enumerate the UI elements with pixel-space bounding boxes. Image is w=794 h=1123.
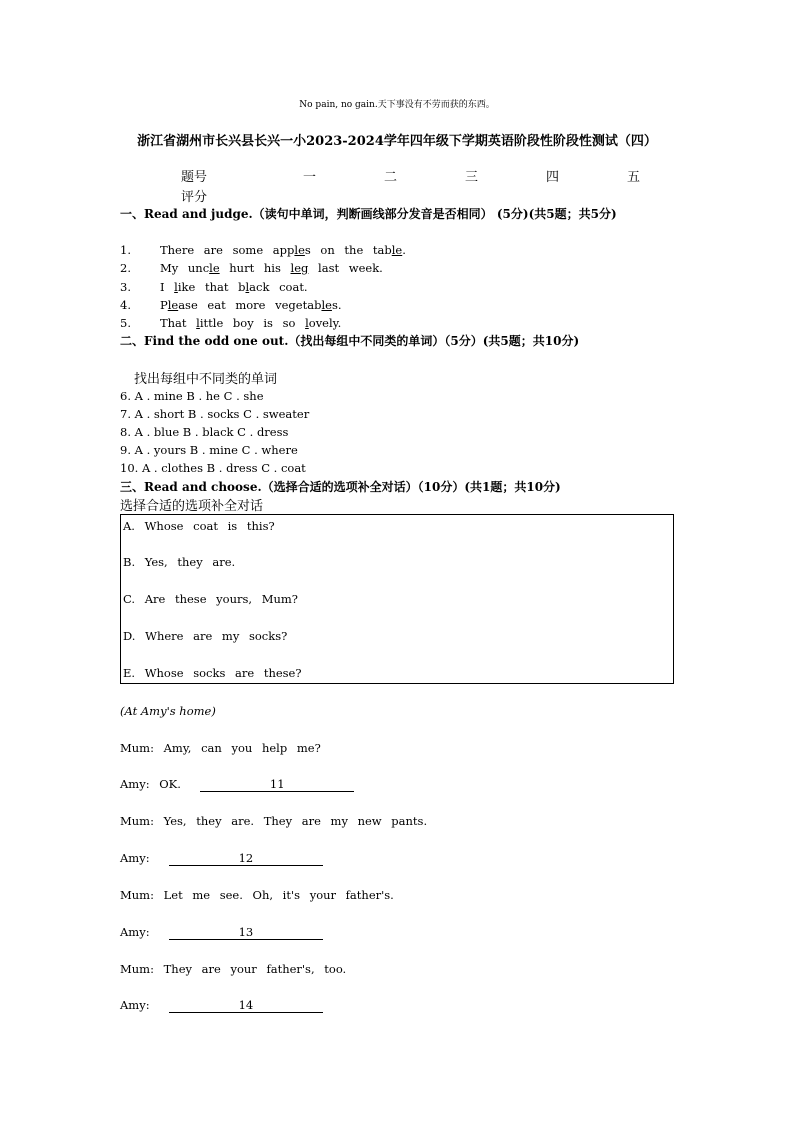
score-header-label: 题号 — [181, 170, 208, 185]
item-text: ittle boy is so — [199, 316, 306, 330]
item-number: 5. — [120, 316, 131, 330]
item-text: P — [159, 298, 168, 312]
speaker: Amy: — [120, 777, 150, 791]
underlined-part: le — [391, 243, 403, 257]
speaker: Mum: — [120, 814, 154, 828]
speaker: Mum: — [120, 741, 154, 755]
dialogue-line-7 — [120, 962, 346, 976]
item-text: ike that b — [177, 280, 246, 294]
underlined-part: le — [209, 261, 220, 275]
underlined-part: l — [174, 280, 178, 294]
underlined-part: l — [196, 316, 200, 330]
dialogue-line-8 — [120, 998, 323, 1013]
options-box — [120, 514, 674, 684]
item-text: last week. — [308, 261, 383, 275]
item-number: 4. — [120, 298, 131, 312]
dialogue-text: Let me see. Oh, it's your father's. — [163, 888, 394, 902]
item-text: hurt his — [219, 261, 291, 275]
underlined-part: le — [167, 298, 179, 312]
section2-item-9: 9. A . yours B . mine C . where — [120, 443, 298, 457]
section1-item-5 — [120, 316, 341, 330]
section2-item-10: 10. A . clothes B . dress C . coat — [120, 461, 306, 475]
dialogue-line-2 — [120, 777, 354, 792]
item-text: . — [402, 243, 406, 257]
section1-item-3 — [120, 280, 308, 294]
item-text: I — [159, 280, 175, 294]
dialogue-line-3 — [120, 814, 427, 828]
section3-subheading: 选择合适的选项补全对话 — [120, 499, 264, 514]
speaker: Mum: — [120, 888, 154, 902]
underlined-part: le — [321, 298, 332, 312]
item-text: ase eat more vegetab — [178, 298, 322, 312]
item-text: There are some app — [159, 243, 295, 257]
score-header-5: 五 — [627, 170, 641, 185]
item-number: 1. — [120, 243, 131, 257]
score-header-1: 一 — [303, 170, 317, 185]
underlined-part: l — [245, 280, 250, 294]
answer-blank-14[interactable]: 14 — [169, 998, 323, 1013]
section1-item-1 — [120, 243, 406, 257]
dialogue-text: OK. — [159, 777, 181, 791]
option-b: B. Yes, they are. — [123, 555, 236, 569]
score-header-2: 二 — [384, 170, 398, 185]
speaker: Amy: — [120, 925, 150, 939]
dialogue-line-1 — [120, 741, 321, 755]
dialogue-line-4 — [120, 851, 323, 866]
dialogue-line-5 — [120, 888, 394, 902]
speaker: Amy: — [120, 851, 150, 865]
option-a: A. Whose coat is this? — [123, 519, 275, 533]
dialogue-scene: (At Amy's home) — [120, 704, 216, 718]
section1-item-2 — [120, 261, 383, 275]
underlined-part: l — [305, 316, 309, 330]
section2-item-6: 6. A . mine B . he C . she — [120, 389, 264, 403]
speaker: Mum: — [120, 962, 154, 976]
score-header-4: 四 — [546, 170, 560, 185]
item-number: 3. — [120, 280, 131, 294]
item-text: s. — [331, 298, 342, 312]
score-header-3: 三 — [465, 170, 479, 185]
section3-heading: 三、Read and choose.（选择合适的选项补全对话）（10分）(共1题；共10分) — [120, 480, 561, 494]
option-c: C. Are these yours, Mum? — [123, 592, 298, 606]
underlined-part: le — [294, 243, 305, 257]
section2-subheading: 找出每组中不同类的单词 — [134, 372, 278, 387]
dialogue-text: Yes, they are. They are my new pants. — [163, 814, 428, 828]
dialogue-line-6 — [120, 925, 323, 940]
section2-item-7: 7. A . short B . socks C . sweater — [120, 407, 310, 421]
item-text: s on the tab — [304, 243, 392, 257]
page-title: 浙江省湖州市长兴县长兴一小2023-2024学年四年级下学期英语阶段性阶段性测试（四） — [137, 134, 657, 149]
underlined-part: leg — [290, 261, 309, 275]
item-text: ack coat. — [249, 280, 308, 294]
page-motto: No pain, no gain.天下事没有不劳而获的东西。 — [299, 100, 495, 110]
item-number: 2. — [120, 261, 131, 275]
section2-item-8: 8. A . blue B . black C . dress — [120, 425, 289, 439]
section1-heading: 一、Read and judge.（读句中单词，判断画线部分发音是否相同） (5分)(共5题；共5分) — [120, 207, 617, 221]
dialogue-text: Amy, can you help me? — [163, 741, 321, 755]
option-d: D. Where are my socks? — [123, 629, 288, 643]
item-text: That — [159, 316, 197, 330]
answer-blank-13[interactable]: 13 — [169, 925, 323, 940]
option-e: E. Whose socks are these? — [123, 666, 302, 680]
dialogue-text: They are your father's, too. — [163, 962, 347, 976]
item-text: ovely. — [308, 316, 342, 330]
section2-heading: 二、Find the odd one out.（找出每组中不同类的单词）（5分）(共5题；共10分) — [120, 334, 580, 348]
section1-item-4 — [120, 298, 342, 312]
answer-blank-11[interactable]: 11 — [200, 777, 354, 792]
item-text: My unc — [159, 261, 210, 275]
speaker: Amy: — [120, 998, 150, 1012]
answer-blank-12[interactable]: 12 — [169, 851, 323, 866]
score-row-label: 评分 — [181, 190, 208, 205]
